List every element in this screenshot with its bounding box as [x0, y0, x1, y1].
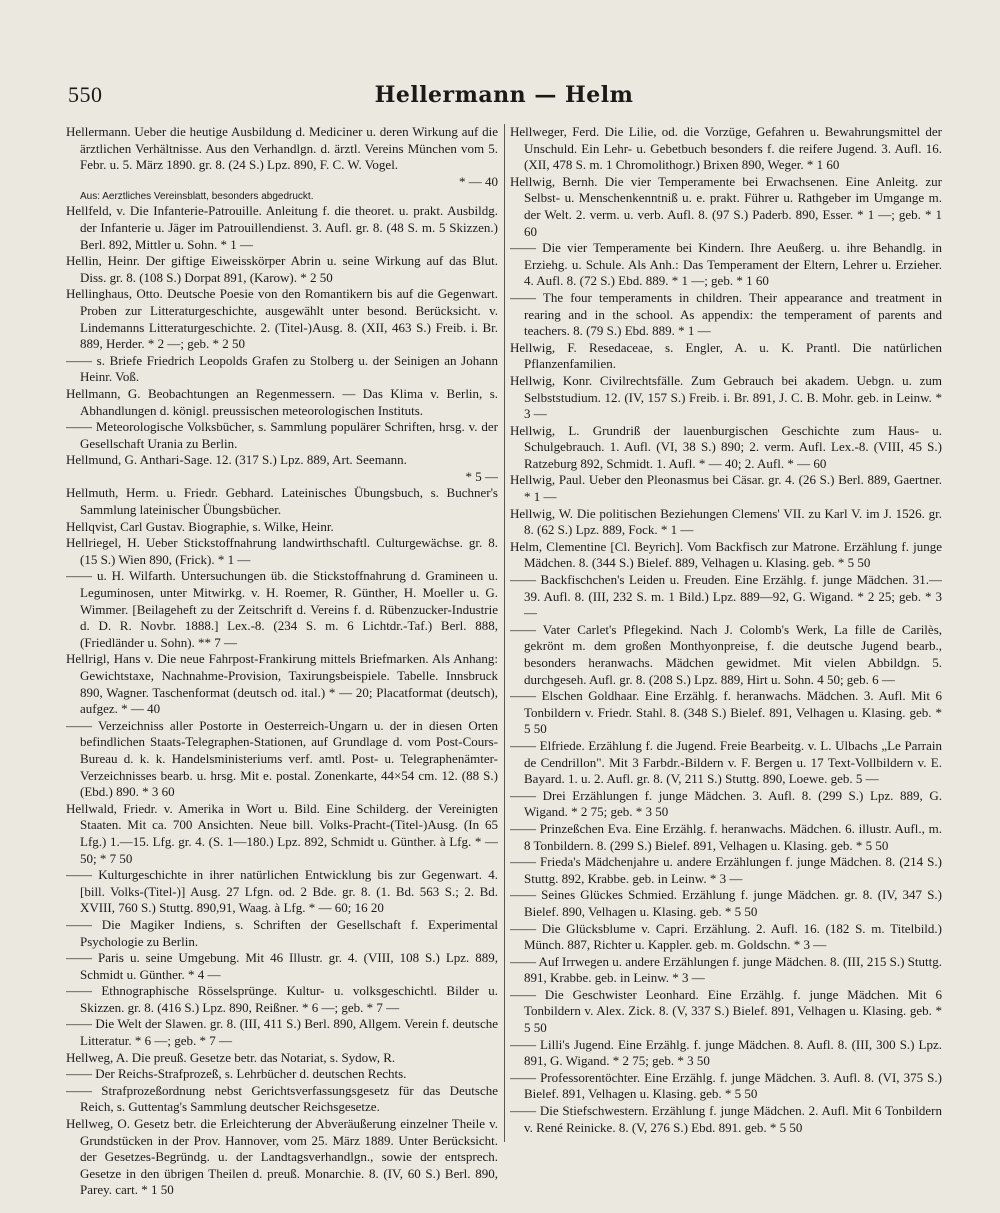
entry-text: Hellrigl, Hans v. Die neue Fahrpost-Frankirung mittels Briefmarken. Als Anhang: Gewichtstaxe, Nachnahme-Provision, Taxirungsbeispiele. Tabelle. Innsbruck 890, Wagner. Taschenformat (deutsch od. ital.) * — 20; Placatformat (deutsch), aufgez. * — 40	[66, 651, 498, 717]
catalog-entry	[510, 373, 942, 423]
entry-text: —— Frieda's Mädchenjahre u. andere Erzählungen f. junge Mädchen. 8. (214 S.) Stuttg. 892, Krabbe. geb. in Leinw. * 3 —	[510, 854, 942, 886]
catalog-entry	[66, 203, 498, 253]
entry-text: —— Die vier Temperamente bei Kindern. Ihre Aeußerg. u. ihre Behandlg. in Erziehg. u. Schule. Als Anh.: Das Temperament der Eltern, Lehrer u. Erzieher. 4. Aufl. 8. (72 S.) Ebd. 889. * 1 —; geb. * 1 60	[510, 240, 942, 289]
left-column	[66, 124, 498, 1204]
catalog-entry	[66, 535, 498, 568]
entry-text: Hellwig, F. Resedaceae, s. Engler, A. u. K. Prantl. Die natürlichen Pflanzenfamilien.	[510, 339, 942, 372]
entry-text: Hellweger, Ferd. Die Lilie, od. die Vorzüge, Gefahren u. Bewahrungsmittel der Unschuld. Ein Lehr- u. Gebetbuch besonders f. die reifere Jugend. 3. Aufl. 16. (XII, 478 S. m. 1 Chromolithogr.) Brixen 890, Weger. * 1 60	[510, 124, 942, 173]
catalog-entry	[66, 452, 498, 469]
entry-text: Hellriegel, H. Ueber Stickstoffnahrung landwirthschaftl. Culturgewächse. gr. 8. (15 S.) Wien 890, (Frick). * 1 —	[66, 535, 498, 567]
catalog-entry	[66, 174, 498, 191]
catalog-entry	[66, 1050, 498, 1067]
catalog-entry	[510, 1103, 942, 1136]
catalog-entry	[66, 469, 498, 486]
catalog-entry	[510, 887, 942, 920]
right-column	[510, 124, 942, 1204]
entry-text: —— Ethnographische Rösselsprünge. Kultur- u. volksgeschichtl. Bilder u. Skizzen. gr. 8. (416 S.) Lpz. 890, Reißner. * 6 —; geb. * 7 —	[66, 983, 498, 1015]
entry-text: —— Professorentöchter. Eine Erzählg. f. junge Mädchen. 3. Aufl. 8. (VI, 375 S.) Bielef. 891, Velhagen u. Klasing. geb. * 5 50	[510, 1069, 942, 1102]
catalog-entry	[66, 1083, 498, 1116]
catalog-entry	[66, 485, 498, 518]
catalog-entry	[510, 1037, 942, 1070]
entry-text: —— Strafprozeßordnung nebst Gerichtsverfassungsgesetz für das Deutsche Reich, s. Guttentag's Sammlung deutscher Reichsgesetze.	[66, 1082, 498, 1115]
entry-text: Aus: Aerztliches Vereinsblatt, besonders abgedruckt.	[80, 191, 314, 203]
catalog-entry	[510, 290, 942, 340]
entry-text: —— u. H. Wilfarth. Untersuchungen üb. die Stickstoffnahrung d. Gramineen u. Leguminosen, unter Mitwirkg. v. H. Roemer, R. Günther, H. Moeller u. G. Wimmer. [Beilageheft zu der Zeitschrift d. Vereins f. d. Rübenzucker-Industrie d. D. R. Novbr. 1888.] Lex.-8. (234 S. m. 6 Lichtdr.-Taf.) Berl. 888, (Friedländer u. Sohn). ** 7 —	[66, 568, 498, 650]
entry-text: —— Paris u. seine Umgebung. Mit 46 Illustr. gr. 4. (VIII, 108 S.) Lpz. 889, Schmidt u. Günther. * 4 —	[66, 950, 498, 982]
catalog-entry	[510, 423, 942, 473]
entry-text: Hellermann. Ueber die heutige Ausbildung d. Mediciner u. deren Wirkung auf die ärztlichen Verhältnisse. Aus den Verhandlgn. d. ärztl. Vereins München vom 5. Febr. u. 5. März 1890. gr. 8. (24 S.) Lpz. 890, F. C. W. Vogel.	[66, 124, 498, 173]
entry-text: —— Meteorologische Volksbücher, s. Sammlung populärer Schriften, hrsg. v. der Gesellschaft Urania zu Berlin.	[66, 419, 498, 451]
entry-text: Hellwig, Paul. Ueber den Pleonasmus bei Cäsar. gr. 4. (26 S.) Berl. 889, Gaertner. * 1 —	[510, 472, 942, 505]
entry-text: Hellmund, G. Anthari-Sage. 12. (317 S.) Lpz. 889, Art. Seemann.	[66, 452, 407, 468]
entry-text: —— Verzeichniss aller Postorte in Oesterreich-Ungarn u. der in diesen Orten befindlichen Staats-Telegraphen-Stationen, auf Grundlage d. vom Post-Cours-Bureau d. k. k. Handelsministeriums verf. amtl. Post- u. Telegraphenämter-Verzeichnisses bearb. u. hrsg. Mit e. postal. Zonenkarte, 44×54 cm. 12. (88 S.) (Ebd.) 890. * 3 60	[66, 717, 498, 800]
entry-text: Hellwig, Bernh. Die vier Temperamente bei Erwachsenen. Eine Anleitg. zur Selbst- u. Menschenkenntniß u. e. prakt. Führer u. Rathgeber im Umgange m. der Welt. 2. verm. u. verb. Aufl. 8. (97 S.) Paderb. 890, Esser. * 1 —; geb. * 1 60	[510, 173, 942, 239]
catalog-entry	[66, 651, 498, 717]
entry-text: —— Die Magiker Indiens, s. Schriften der Gesellschaft f. Experimental Psychologie zu Berlin.	[66, 916, 498, 949]
entry-text: —— Die Welt der Slawen. gr. 8. (III, 411 S.) Berl. 890, Allgem. Verein f. deutsche Litteratur. * 6 —; geb. * 7 —	[66, 1016, 498, 1049]
catalog-entry	[510, 954, 942, 987]
page-header	[68, 82, 940, 114]
entry-text: —— Auf Irrwegen u. andere Erzählungen f. junge Mädchen. 8. (III, 215 S.) Stuttg. 891, Krabbe. geb. in Leinw. * 3 —	[510, 953, 942, 986]
entry-text: —— Die Geschwister Leonhard. Eine Erzählg. f. junge Mädchen. Mit 6 Tonbildern v. Alex. Zick. 8. (V, 337 S.) Bielef. 891, Velhagen u. Klasing. geb. * 5 50	[510, 986, 942, 1036]
entry-text: —— Vater Carlet's Pflegekind. Nach J. Colomb's Werk, La fille de Carilès, gekrönt m. dem großen Monthyonpreise, f. die deutsche Jugend bearb., besonders heranwachs. Mädchen gewidmet. Mit vielen Abbildgn. 5. durchgeseh. Aufl. gr. 8. (208 S.) Lpz. 889, Hirt u. Sohn. 4 50; geb. 6 —	[510, 621, 942, 687]
entry-text: —— Kulturgeschichte in ihrer natürlichen Entwicklung bis zur Gegenwart. 4. [bill. Volks-(Titel-)] Ausg. 27 Lfgn. od. 2 Bde. gr. 8. (1. Bd. 563 S.; 2. Bd. XVIII, 760 S.) Stuttg. 890,91, Waag. à Lfg. * — 60; 16 20	[66, 867, 498, 916]
catalog-entry	[66, 718, 498, 801]
catalog-entry	[510, 921, 942, 954]
entry-text: Hellinghaus, Otto. Deutsche Poesie von den Romantikern bis auf die Gegenwart. Proben zur Litteraturgeschichte, ausgewählt unter besond. Berücksicht. v. Lindemanns Litteraturgeschichte. 2. (Titel-)Ausg. 8. (XII, 463 S.) Freib. i. Br. 889, Herder. * 2 —; geb. * 2 50	[66, 286, 498, 352]
entry-text: Hellwig, Konr. Civilrechtsfälle. Zum Gebrauch bei akadem. Uebgn. u. zum Selbststudium. 12. (IV, 157 S.) Freib. i. Br. 891, J. C. B. Mohr. geb. in Leinw. * 3 —	[510, 372, 942, 422]
catalog-entry	[66, 867, 498, 917]
page-number: 550	[68, 82, 103, 107]
entry-text: —— Drei Erzählungen f. junge Mädchen. 3. Aufl. 8. (299 S.) Lpz. 889, G. Wigand. * 2 75; geb. * 3 50	[510, 787, 942, 820]
catalog-entry	[510, 622, 942, 688]
catalog-entry	[66, 1066, 498, 1083]
catalog-entry	[510, 688, 942, 738]
entry-text: —— Lilli's Jugend. Eine Erzählg. f. junge Mädchen. 8. Aufl. 8. (III, 300 S.) Lpz. 891, G. Wigand. * 2 75; geb. * 3 50	[510, 1036, 942, 1069]
entry-text: Hellqvist, Carl Gustav. Biographie, s. Wilke, Heinr.	[66, 518, 334, 534]
catalog-entry	[510, 738, 942, 788]
catalog-entry	[510, 340, 942, 373]
catalog-entry	[510, 821, 942, 854]
catalog-entry	[510, 572, 942, 622]
catalog-entry	[510, 539, 942, 572]
entry-text: Hellweg, A. Die preuß. Gesetze betr. das Notariat, s. Sydow, R.	[66, 1049, 396, 1065]
catalog-entry	[510, 472, 942, 505]
entry-text: * — 40	[459, 173, 498, 189]
entry-text: —— Backfischchen's Leiden u. Freuden. Eine Erzählg. f. junge Mädchen. 31.—39. Aufl. 8. (III, 232 S. m. 1 Bild.) Lpz. 889—92, G. Wigand. * 2 25; geb. * 3 —	[510, 572, 942, 621]
catalog-entry	[66, 190, 498, 203]
entry-text: Hellmann, G. Beobachtungen an Regenmessern. — Das Klima v. Berlin, s. Abhandlungen d. königl. preussischen meteorologischen Instituts.	[66, 385, 498, 418]
entry-text: —— Elfriede. Erzählung f. die Jugend. Freie Bearbeitg. v. L. Ulbachs „Le Parrain de Cendrillon". Mit 3 Farbdr.-Bildern v. F. Bergen u. 17 Text-Vollbildern v. E. Bayard. 1. u. 2. Aufl. gr. 8. (V, 211 S.) Stuttg. 890, Loewe. geb. 5 —	[510, 737, 942, 787]
entry-text: Hellwig, L. Grundriß der lauenburgischen Geschichte zum Haus- u. Schulgebrauch. 1. Aufl. (VI, 38 S.) 890; 2. verm. Aufl. Lex.-8. (VIII, 45 S.) Ratzeburg 892, Schmidt. 1. Aufl. * — 40; 2. Aufl. * — 60	[510, 422, 942, 471]
catalog-entry	[66, 253, 498, 286]
entry-text: —— Die Glücksblume v. Capri. Erzählung. 2. Aufl. 16. (182 S. m. Titelbild.) Münch. 887, Richter u. Kappler. geb. m. Goldschn. * 3 —	[510, 920, 942, 953]
catalog-entry	[510, 854, 942, 887]
entry-text: Hellmuth, Herm. u. Friedr. Gebhard. Lateinisches Übungsbuch, s. Buchner's Sammlung lateinischer Übungsbücher.	[66, 485, 498, 518]
entry-text: Hellfeld, v. Die Infanterie-Patrouille. Anleitung f. die theoret. u. prakt. Ausbildg. der Infanterie u. Jäger im Patrouillendienst. 3. Aufl. gr. 8. (48 S. m. 5 Skizzen.) Berl. 892, Mittler u. Sohn. * 1 —	[66, 203, 498, 252]
catalog-entry	[510, 240, 942, 290]
entry-text: Hellwig, W. Die politischen Beziehungen Clemens' VII. zu Karl V. im J. 1526. gr. 8. (62 S.) Lpz. 889, Fock. * 1 —	[510, 505, 942, 538]
running-head: Hellermann — Helm	[374, 82, 634, 108]
entry-text: —— s. Briefe Friedrich Leopolds Grafen zu Stolberg u. der Seinigen an Johann Heinr. Voß.	[66, 352, 498, 385]
entry-text: Hellwald, Friedr. v. Amerika in Wort u. Bild. Eine Schilderg. der Vereinigten Staaten. Mit ca. 700 Ansichten. Neue bill. Volks-Pracht-(Titel-)Ausg. (In 65 Lfg.) 1.—15. Lfg. gr. 4. (S. 1—180.) Lpz. 892, Schmidt u. Günther. à Lfg. * — 50; * 7 50	[66, 800, 498, 866]
catalog-entry	[510, 788, 942, 821]
entry-text: Hellweg, O. Gesetz betr. die Erleichterung der Abveräußerung einzelner Theile v. Grundstücken in der Prov. Hannover, vom 25. März 1889. Unter Berücksicht. der Gesetzes-Begründg. u. der Landtagsverhandlgn., sowie der entsprech. Gesetze in den übrigen Theilen d. preuß. Monarchie. 8. (IV, 60 S.) Berl. 890, Parey. cart. * 1 50	[66, 1116, 498, 1198]
catalog-entry	[66, 1116, 498, 1199]
catalog-entry	[66, 983, 498, 1016]
catalog-entry	[510, 1070, 942, 1103]
catalog-entry	[66, 386, 498, 419]
columns	[66, 124, 946, 1204]
catalog-entry	[510, 506, 942, 539]
catalog-entry	[66, 568, 498, 651]
catalog-entry	[510, 987, 942, 1037]
entry-text: —— Prinzeßchen Eva. Eine Erzählg. f. heranwachs. Mädchen. 6. illustr. Aufl., m. 8 Tonbildern. 8. (299 S.) Bielef. 891, Velhagen u. Klasing. geb. * 5 50	[510, 820, 942, 853]
catalog-entry	[66, 353, 498, 386]
entry-text: —— Die Stiefschwestern. Erzählung f. junge Mädchen. 2. Aufl. Mit 6 Tonbildern v. René Reinicke. 8. (V, 276 S.) Ebd. 891. geb. * 5 50	[510, 1103, 942, 1135]
catalog-entry	[66, 519, 498, 536]
catalog-entry	[66, 917, 498, 950]
catalog-entry	[66, 1016, 498, 1049]
catalog-entry	[66, 801, 498, 867]
catalog-entry	[66, 286, 498, 352]
catalog-entry	[510, 124, 942, 174]
entry-text: —— Seines Glückes Schmied. Erzählung f. junge Mädchen. gr. 8. (IV, 347 S.) Bielef. 890, Velhagen u. Klasing. geb. * 5 50	[510, 887, 942, 919]
entry-text: * 5 —	[465, 468, 498, 484]
entry-text: —— Der Reichs-Strafprozeß, s. Lehrbücher d. deutschen Rechts.	[66, 1066, 407, 1082]
catalog-entry	[66, 419, 498, 452]
entry-text: —— The four temperaments in children. Their appearance and treatment in rearing and in the school. As appendix: the temperament of parents and teachers. 8. (79 S.) Ebd. 889. * 1 —	[510, 289, 942, 339]
catalog-entry	[66, 124, 498, 174]
catalog-entry	[510, 174, 942, 240]
catalog-entry	[66, 950, 498, 983]
entry-text: —— Elschen Goldhaar. Eine Erzählg. f. heranwachs. Mädchen. 3. Aufl. Mit 6 Tonbildern v. Friedr. Stahl. 8. (348 S.) Bielef. 891, Velhagen u. Klasing. geb. * 5 50	[510, 688, 942, 737]
entry-text: Hellin, Heinr. Der giftige Eiweisskörper Abrin u. seine Wirkung auf das Blut. Diss. gr. 8. (108 S.) Dorpat 891, (Karow). * 2 50	[66, 253, 498, 285]
entry-text: Helm, Clementine [Cl. Beyrich]. Vom Backfisch zur Matrone. Erzählung f. junge Mädchen. 8. (344 S.) Bielef. 889, Velhagen u. Klasing. geb. * 5 50	[510, 538, 942, 571]
